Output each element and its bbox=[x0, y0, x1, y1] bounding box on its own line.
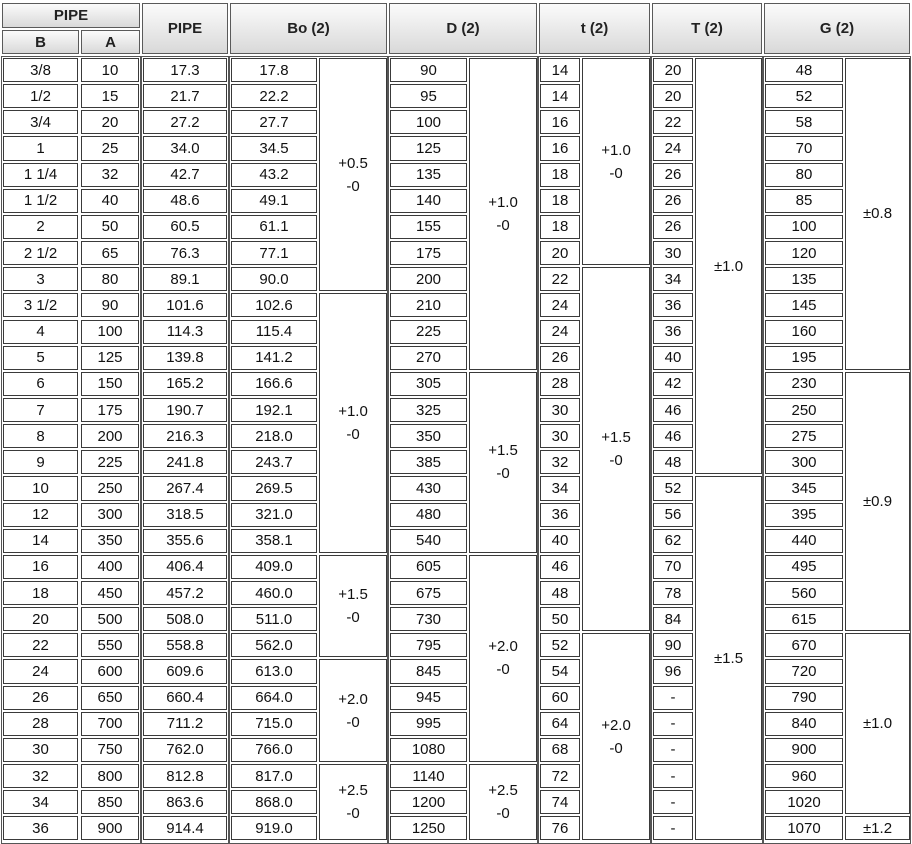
cell-pipe-od: 60.5 bbox=[143, 215, 227, 239]
tolerance-upper: +0.5 bbox=[338, 154, 368, 172]
cell-t-big: 26 bbox=[653, 215, 693, 239]
tolerance-lower: -0 bbox=[609, 164, 623, 182]
cell-bo: 358.1 bbox=[231, 529, 317, 553]
cell-d: 540 bbox=[390, 529, 467, 553]
tolerance-upper: +2.0 bbox=[338, 690, 368, 708]
tolerance-upper: +2.5 bbox=[488, 782, 518, 800]
cell-t-big: 36 bbox=[653, 293, 693, 317]
tolerance-bo bbox=[319, 58, 387, 291]
cell-pipe-b: 8 bbox=[3, 424, 78, 448]
cell-d: 140 bbox=[390, 189, 467, 213]
cell-t-small: 52 bbox=[540, 633, 580, 657]
tolerance-d bbox=[469, 555, 537, 762]
cell-pipe-od: 241.8 bbox=[143, 450, 227, 474]
cell-pipe-a: 650 bbox=[81, 686, 139, 710]
cell-pipe-a: 400 bbox=[81, 555, 139, 579]
cell-pipe-a: 600 bbox=[81, 659, 139, 683]
cell-d: 675 bbox=[390, 581, 467, 605]
cell-pipe-a: 250 bbox=[81, 476, 139, 500]
cell-g: 160 bbox=[765, 320, 843, 344]
cell-g: 790 bbox=[765, 686, 843, 710]
cell-pipe-od: 812.8 bbox=[143, 764, 227, 788]
cell-t-big: 24 bbox=[653, 136, 693, 160]
tolerance-d bbox=[469, 58, 537, 370]
cell-pipe-b: 3/8 bbox=[3, 58, 78, 82]
cell-d: 175 bbox=[390, 241, 467, 265]
cell-t-big: - bbox=[653, 816, 693, 840]
cell-bo: 192.1 bbox=[231, 398, 317, 422]
cell-t-big: 96 bbox=[653, 659, 693, 683]
cell-g: 100 bbox=[765, 215, 843, 239]
cell-pipe-a: 850 bbox=[81, 790, 139, 814]
cell-t-small: 76 bbox=[540, 816, 580, 840]
cell-bo: 321.0 bbox=[231, 503, 317, 527]
header-g: G (2) bbox=[764, 3, 910, 54]
cell-pipe-b: 6 bbox=[3, 372, 78, 396]
tolerance-g bbox=[845, 816, 910, 840]
cell-pipe-od: 406.4 bbox=[143, 555, 227, 579]
cell-t-small: 30 bbox=[540, 398, 580, 422]
cell-g: 670 bbox=[765, 633, 843, 657]
cell-t-small: 14 bbox=[540, 58, 580, 82]
cell-g: 250 bbox=[765, 398, 843, 422]
cell-pipe-od: 216.3 bbox=[143, 424, 227, 448]
cell-pipe-a: 550 bbox=[81, 633, 139, 657]
cell-t-big: - bbox=[653, 686, 693, 710]
cell-pipe-a: 500 bbox=[81, 607, 139, 631]
tolerance-upper: +2.0 bbox=[488, 638, 518, 656]
tolerance-lower: -0 bbox=[346, 713, 360, 731]
cell-bo: 17.8 bbox=[231, 58, 317, 82]
cell-g: 145 bbox=[765, 293, 843, 317]
cell-g: 1020 bbox=[765, 790, 843, 814]
cell-bo: 613.0 bbox=[231, 659, 317, 683]
cell-bo: 817.0 bbox=[231, 764, 317, 788]
cell-d: 350 bbox=[390, 424, 467, 448]
cell-g: 275 bbox=[765, 424, 843, 448]
cell-pipe-b: 1 1/4 bbox=[3, 163, 78, 187]
cell-bo: 166.6 bbox=[231, 372, 317, 396]
tolerance-upper: +2.5 bbox=[338, 782, 368, 800]
cell-pipe-od: 609.6 bbox=[143, 659, 227, 683]
cell-pipe-od: 457.2 bbox=[143, 581, 227, 605]
tolerance-upper: +1.5 bbox=[338, 586, 368, 604]
cell-g: 900 bbox=[765, 738, 843, 762]
header-d: D (2) bbox=[389, 3, 537, 54]
cell-pipe-od: 508.0 bbox=[143, 607, 227, 631]
tolerance-t-big bbox=[695, 58, 762, 474]
tolerance-upper: ±0.8 bbox=[862, 205, 893, 223]
cell-d: 605 bbox=[390, 555, 467, 579]
cell-pipe-b: 10 bbox=[3, 476, 78, 500]
cell-t-big: 62 bbox=[653, 529, 693, 553]
cell-t-small: 16 bbox=[540, 110, 580, 134]
cell-t-big: 36 bbox=[653, 320, 693, 344]
cell-t-small: 18 bbox=[540, 215, 580, 239]
tolerance-upper: ±1.2 bbox=[862, 819, 893, 837]
cell-pipe-a: 900 bbox=[81, 816, 139, 840]
cell-pipe-od: 355.6 bbox=[143, 529, 227, 553]
cell-bo: 27.7 bbox=[231, 110, 317, 134]
tolerance-upper: ±1.0 bbox=[862, 715, 893, 733]
cell-pipe-od: 101.6 bbox=[143, 293, 227, 317]
header-a: A bbox=[81, 30, 140, 54]
cell-d: 135 bbox=[390, 163, 467, 187]
cell-bo: 868.0 bbox=[231, 790, 317, 814]
cell-bo: 664.0 bbox=[231, 686, 317, 710]
cell-pipe-od: 318.5 bbox=[143, 503, 227, 527]
cell-d: 845 bbox=[390, 659, 467, 683]
tolerance-lower: -0 bbox=[346, 609, 360, 627]
cell-d: 210 bbox=[390, 293, 467, 317]
cell-pipe-a: 25 bbox=[81, 136, 139, 160]
cell-t-big: 20 bbox=[653, 84, 693, 108]
cell-g: 720 bbox=[765, 659, 843, 683]
cell-t-big: 78 bbox=[653, 581, 693, 605]
cell-pipe-a: 225 bbox=[81, 450, 139, 474]
cell-bo: 61.1 bbox=[231, 215, 317, 239]
tolerance-lower: -0 bbox=[609, 739, 623, 757]
tolerance-lower: -0 bbox=[496, 805, 510, 823]
cell-g: 120 bbox=[765, 241, 843, 265]
cell-t-small: 26 bbox=[540, 346, 580, 370]
cell-bo: 919.0 bbox=[231, 816, 317, 840]
tolerance-t-small bbox=[582, 633, 650, 840]
cell-d: 1200 bbox=[390, 790, 467, 814]
cell-pipe-a: 90 bbox=[81, 293, 139, 317]
tolerance-g bbox=[845, 372, 910, 632]
cell-pipe-b: 24 bbox=[3, 659, 78, 683]
cell-d: 305 bbox=[390, 372, 467, 396]
cell-pipe-b: 22 bbox=[3, 633, 78, 657]
cell-pipe-a: 125 bbox=[81, 346, 139, 370]
cell-pipe-od: 17.3 bbox=[143, 58, 227, 82]
cell-pipe-b: 4 bbox=[3, 320, 78, 344]
cell-g: 495 bbox=[765, 555, 843, 579]
cell-bo: 511.0 bbox=[231, 607, 317, 631]
cell-t-small: 14 bbox=[540, 84, 580, 108]
cell-pipe-a: 350 bbox=[81, 529, 139, 553]
cell-t-big: 30 bbox=[653, 241, 693, 265]
cell-t-big: 46 bbox=[653, 398, 693, 422]
cell-pipe-a: 20 bbox=[81, 110, 139, 134]
cell-pipe-od: 48.6 bbox=[143, 189, 227, 213]
cell-g: 440 bbox=[765, 529, 843, 553]
cell-bo: 77.1 bbox=[231, 241, 317, 265]
cell-pipe-a: 15 bbox=[81, 84, 139, 108]
cell-g: 300 bbox=[765, 450, 843, 474]
cell-t-big: 46 bbox=[653, 424, 693, 448]
cell-pipe-od: 114.3 bbox=[143, 320, 227, 344]
cell-pipe-b: 18 bbox=[3, 581, 78, 605]
cell-t-big: 52 bbox=[653, 476, 693, 500]
cell-pipe-a: 40 bbox=[81, 189, 139, 213]
cell-bo: 90.0 bbox=[231, 267, 317, 291]
tolerance-t-small bbox=[582, 267, 650, 631]
cell-pipe-b: 20 bbox=[3, 607, 78, 631]
cell-t-small: 36 bbox=[540, 503, 580, 527]
cell-pipe-a: 450 bbox=[81, 581, 139, 605]
cell-t-small: 24 bbox=[540, 320, 580, 344]
tolerance-lower: -0 bbox=[496, 661, 510, 679]
cell-pipe-a: 750 bbox=[81, 738, 139, 762]
cell-d: 325 bbox=[390, 398, 467, 422]
cell-pipe-b: 12 bbox=[3, 503, 78, 527]
cell-g: 52 bbox=[765, 84, 843, 108]
header-pipe-group: PIPE bbox=[2, 3, 140, 28]
cell-g: 135 bbox=[765, 267, 843, 291]
cell-d: 95 bbox=[390, 84, 467, 108]
tolerance-upper: +1.5 bbox=[488, 442, 518, 460]
cell-g: 85 bbox=[765, 189, 843, 213]
cell-d: 795 bbox=[390, 633, 467, 657]
cell-t-small: 18 bbox=[540, 189, 580, 213]
cell-t-big: 84 bbox=[653, 607, 693, 631]
cell-t-big: 90 bbox=[653, 633, 693, 657]
tolerance-d bbox=[469, 372, 537, 553]
cell-pipe-b: 1 1/2 bbox=[3, 189, 78, 213]
tolerance-lower: -0 bbox=[346, 177, 360, 195]
cell-d: 730 bbox=[390, 607, 467, 631]
cell-pipe-od: 190.7 bbox=[143, 398, 227, 422]
cell-pipe-od: 42.7 bbox=[143, 163, 227, 187]
cell-d: 270 bbox=[390, 346, 467, 370]
cell-t-small: 54 bbox=[540, 659, 580, 683]
cell-pipe-od: 21.7 bbox=[143, 84, 227, 108]
cell-pipe-od: 660.4 bbox=[143, 686, 227, 710]
cell-bo: 102.6 bbox=[231, 293, 317, 317]
cell-d: 200 bbox=[390, 267, 467, 291]
header-b: B bbox=[2, 30, 79, 54]
cell-d: 1250 bbox=[390, 816, 467, 840]
cell-bo: 218.0 bbox=[231, 424, 317, 448]
cell-d: 225 bbox=[390, 320, 467, 344]
cell-pipe-b: 5 bbox=[3, 346, 78, 370]
tolerance-lower: -0 bbox=[346, 426, 360, 444]
tolerance-bo bbox=[319, 555, 387, 658]
tolerance-t-small bbox=[582, 58, 650, 265]
cell-pipe-b: 32 bbox=[3, 764, 78, 788]
tolerance-upper: +1.0 bbox=[601, 141, 631, 159]
cell-d: 995 bbox=[390, 712, 467, 736]
tolerance-upper: ±1.5 bbox=[713, 649, 744, 667]
cell-g: 840 bbox=[765, 712, 843, 736]
cell-bo: 141.2 bbox=[231, 346, 317, 370]
cell-pipe-od: 267.4 bbox=[143, 476, 227, 500]
cell-pipe-b: 34 bbox=[3, 790, 78, 814]
cell-d: 90 bbox=[390, 58, 467, 82]
tolerance-bo bbox=[319, 659, 387, 762]
cell-g: 345 bbox=[765, 476, 843, 500]
cell-pipe-od: 762.0 bbox=[143, 738, 227, 762]
tolerance-lower: -0 bbox=[496, 465, 510, 483]
cell-pipe-od: 139.8 bbox=[143, 346, 227, 370]
cell-d: 125 bbox=[390, 136, 467, 160]
cell-g: 70 bbox=[765, 136, 843, 160]
cell-pipe-a: 300 bbox=[81, 503, 139, 527]
cell-bo: 49.1 bbox=[231, 189, 317, 213]
cell-pipe-a: 800 bbox=[81, 764, 139, 788]
cell-pipe-od: 863.6 bbox=[143, 790, 227, 814]
cell-t-big: 42 bbox=[653, 372, 693, 396]
cell-t-small: 68 bbox=[540, 738, 580, 762]
cell-d: 385 bbox=[390, 450, 467, 474]
cell-pipe-b: 2 1/2 bbox=[3, 241, 78, 265]
cell-t-small: 60 bbox=[540, 686, 580, 710]
cell-t-big: 70 bbox=[653, 555, 693, 579]
cell-pipe-b: 28 bbox=[3, 712, 78, 736]
cell-t-big: 40 bbox=[653, 346, 693, 370]
cell-t-small: 16 bbox=[540, 136, 580, 160]
cell-bo: 715.0 bbox=[231, 712, 317, 736]
cell-t-small: 32 bbox=[540, 450, 580, 474]
cell-bo: 22.2 bbox=[231, 84, 317, 108]
cell-pipe-a: 100 bbox=[81, 320, 139, 344]
cell-pipe-b: 36 bbox=[3, 816, 78, 840]
cell-pipe-b: 30 bbox=[3, 738, 78, 762]
cell-t-small: 40 bbox=[540, 529, 580, 553]
cell-t-small: 46 bbox=[540, 555, 580, 579]
tolerance-bo bbox=[319, 764, 387, 840]
tolerance-lower: -0 bbox=[346, 805, 360, 823]
cell-pipe-od: 165.2 bbox=[143, 372, 227, 396]
cell-g: 395 bbox=[765, 503, 843, 527]
cell-pipe-od: 27.2 bbox=[143, 110, 227, 134]
cell-pipe-b: 3/4 bbox=[3, 110, 78, 134]
cell-g: 58 bbox=[765, 110, 843, 134]
cell-t-big: 34 bbox=[653, 267, 693, 291]
cell-pipe-b: 14 bbox=[3, 529, 78, 553]
cell-pipe-od: 558.8 bbox=[143, 633, 227, 657]
cell-t-big: 22 bbox=[653, 110, 693, 134]
cell-g: 48 bbox=[765, 58, 843, 82]
header-t-big: T (2) bbox=[652, 3, 762, 54]
cell-t-small: 30 bbox=[540, 424, 580, 448]
cell-t-big: 20 bbox=[653, 58, 693, 82]
cell-bo: 115.4 bbox=[231, 320, 317, 344]
cell-d: 430 bbox=[390, 476, 467, 500]
cell-pipe-a: 65 bbox=[81, 241, 139, 265]
tolerance-upper: +1.0 bbox=[338, 403, 368, 421]
cell-g: 615 bbox=[765, 607, 843, 631]
cell-pipe-a: 150 bbox=[81, 372, 139, 396]
cell-pipe-a: 10 bbox=[81, 58, 139, 82]
cell-g: 195 bbox=[765, 346, 843, 370]
tolerance-lower: -0 bbox=[496, 216, 510, 234]
cell-t-big: - bbox=[653, 764, 693, 788]
cell-g: 230 bbox=[765, 372, 843, 396]
cell-bo: 766.0 bbox=[231, 738, 317, 762]
cell-bo: 562.0 bbox=[231, 633, 317, 657]
tolerance-upper: ±1.0 bbox=[713, 257, 744, 275]
cell-pipe-a: 32 bbox=[81, 163, 139, 187]
cell-d: 100 bbox=[390, 110, 467, 134]
cell-bo: 409.0 bbox=[231, 555, 317, 579]
tolerance-g bbox=[845, 633, 910, 814]
tolerance-d bbox=[469, 764, 537, 840]
tolerance-lower: -0 bbox=[609, 452, 623, 470]
cell-pipe-b: 9 bbox=[3, 450, 78, 474]
cell-t-small: 18 bbox=[540, 163, 580, 187]
cell-d: 155 bbox=[390, 215, 467, 239]
cell-bo: 269.5 bbox=[231, 476, 317, 500]
cell-bo: 243.7 bbox=[231, 450, 317, 474]
cell-pipe-od: 711.2 bbox=[143, 712, 227, 736]
cell-d: 1080 bbox=[390, 738, 467, 762]
cell-pipe-b: 1 bbox=[3, 136, 78, 160]
cell-t-small: 74 bbox=[540, 790, 580, 814]
cell-pipe-a: 50 bbox=[81, 215, 139, 239]
cell-t-big: 26 bbox=[653, 189, 693, 213]
tolerance-bo bbox=[319, 293, 387, 553]
cell-d: 1140 bbox=[390, 764, 467, 788]
cell-t-big: - bbox=[653, 712, 693, 736]
cell-g: 960 bbox=[765, 764, 843, 788]
cell-bo: 34.5 bbox=[231, 136, 317, 160]
cell-bo: 460.0 bbox=[231, 581, 317, 605]
cell-pipe-a: 80 bbox=[81, 267, 139, 291]
header-pipe: PIPE bbox=[142, 3, 228, 54]
cell-pipe-b: 3 bbox=[3, 267, 78, 291]
cell-pipe-b: 7 bbox=[3, 398, 78, 422]
cell-pipe-b: 2 bbox=[3, 215, 78, 239]
tolerance-t-big bbox=[695, 476, 762, 840]
cell-d: 480 bbox=[390, 503, 467, 527]
cell-pipe-b: 26 bbox=[3, 686, 78, 710]
cell-t-small: 22 bbox=[540, 267, 580, 291]
header-bo: Bo (2) bbox=[230, 3, 387, 54]
cell-d: 945 bbox=[390, 686, 467, 710]
cell-pipe-a: 700 bbox=[81, 712, 139, 736]
cell-t-small: 48 bbox=[540, 581, 580, 605]
tolerance-upper: ±0.9 bbox=[862, 493, 893, 511]
cell-pipe-b: 16 bbox=[3, 555, 78, 579]
header-t-small: t (2) bbox=[539, 3, 650, 54]
cell-pipe-od: 914.4 bbox=[143, 816, 227, 840]
cell-pipe-a: 175 bbox=[81, 398, 139, 422]
cell-t-small: 28 bbox=[540, 372, 580, 396]
cell-pipe-od: 76.3 bbox=[143, 241, 227, 265]
cell-g: 80 bbox=[765, 163, 843, 187]
cell-t-small: 72 bbox=[540, 764, 580, 788]
cell-t-big: 26 bbox=[653, 163, 693, 187]
cell-t-big: 48 bbox=[653, 450, 693, 474]
cell-pipe-od: 34.0 bbox=[143, 136, 227, 160]
cell-t-big: - bbox=[653, 738, 693, 762]
cell-g: 1070 bbox=[765, 816, 843, 840]
tolerance-upper: +1.5 bbox=[601, 429, 631, 447]
cell-t-big: - bbox=[653, 790, 693, 814]
cell-t-small: 34 bbox=[540, 476, 580, 500]
cell-t-small: 24 bbox=[540, 293, 580, 317]
cell-pipe-b: 3 1/2 bbox=[3, 293, 78, 317]
cell-pipe-a: 200 bbox=[81, 424, 139, 448]
cell-pipe-od: 89.1 bbox=[143, 267, 227, 291]
cell-bo: 43.2 bbox=[231, 163, 317, 187]
cell-g: 560 bbox=[765, 581, 843, 605]
cell-t-small: 20 bbox=[540, 241, 580, 265]
tolerance-upper: +1.0 bbox=[488, 193, 518, 211]
cell-t-big: 56 bbox=[653, 503, 693, 527]
tolerance-upper: +2.0 bbox=[601, 716, 631, 734]
tolerance-g bbox=[845, 58, 910, 370]
cell-t-small: 50 bbox=[540, 607, 580, 631]
cell-pipe-b: 1/2 bbox=[3, 84, 78, 108]
cell-t-small: 64 bbox=[540, 712, 580, 736]
